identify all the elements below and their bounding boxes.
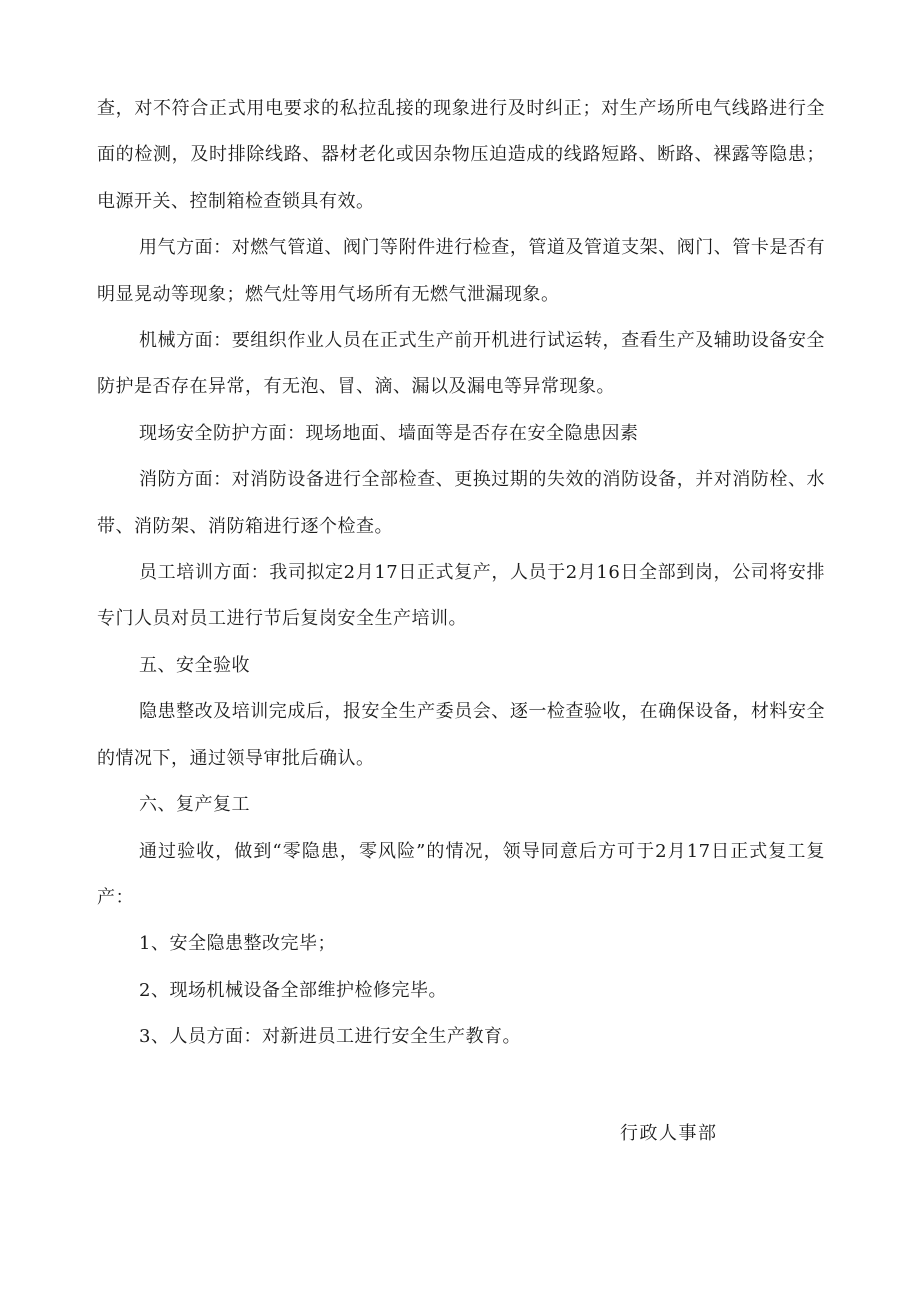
paragraph-site-safety: 现场安全防护方面：现场地面、墙面等是否存在安全隐患因素 [139, 422, 639, 444]
list-item-2: 2、现场机械设备全部维护检修完毕。 [139, 979, 447, 1001]
paragraph-gas: 用气方面：对燃气管道、阀门等附件进行检查，管道及管道支架、阀门、管卡是否有明显晃动等现象；燃气灶等用气场所有无燃气泄漏现象。 [97, 237, 825, 305]
paragraph-training: 员工培训方面：我司拟定2月17日正式复产，人员于2月16日全部到岗，公司将安排专门人员对员工进行节后复岗安全生产培训。 [97, 562, 825, 630]
paragraph-fire: 消防方面：对消防设备进行全部检查、更换过期的失效的消防设备，并对消防栓、水带、消防架、消防箱进行逐个检查。 [97, 469, 825, 537]
paragraph-resume-conditions: 通过验收，做到“零隐患，零风险”的情况，领导同意后方可于2月17日正式复工复产： [97, 840, 825, 908]
list-item-3: 3、人员方面：对新进员工进行安全生产教育。 [139, 1026, 521, 1048]
paragraph-electric-check: 查，对不符合正式用电要求的私拉乱接的现象进行及时纠正；对生产场所电气线路进行全面的检测，及时排除线路、器材老化或因杂物压迫造成的线路短路、断路、裸露等隐患；电源开关、控制箱检查锁具有效。 [97, 98, 825, 212]
list-item-1: 1、安全隐患整改完毕； [139, 933, 336, 955]
heading-safety-acceptance: 五、安全验收 [139, 654, 250, 676]
document-body [97, 86, 825, 1061]
heading-resume-work: 六、复产复工 [139, 794, 250, 816]
signature-department: 行政人事部 [620, 1123, 718, 1144]
paragraph-machinery: 机械方面：要组织作业人员在正式生产前开机进行试运转，查看生产及辅助设备安全防护是否存在异常，有无泡、冒、滴、漏以及漏电等异常现象。 [97, 330, 825, 398]
paragraph-acceptance: 隐患整改及培训完成后，报安全生产委员会、逐一检查验收，在确保设备，材料安全的情况下，通过领导审批后确认。 [97, 701, 825, 769]
